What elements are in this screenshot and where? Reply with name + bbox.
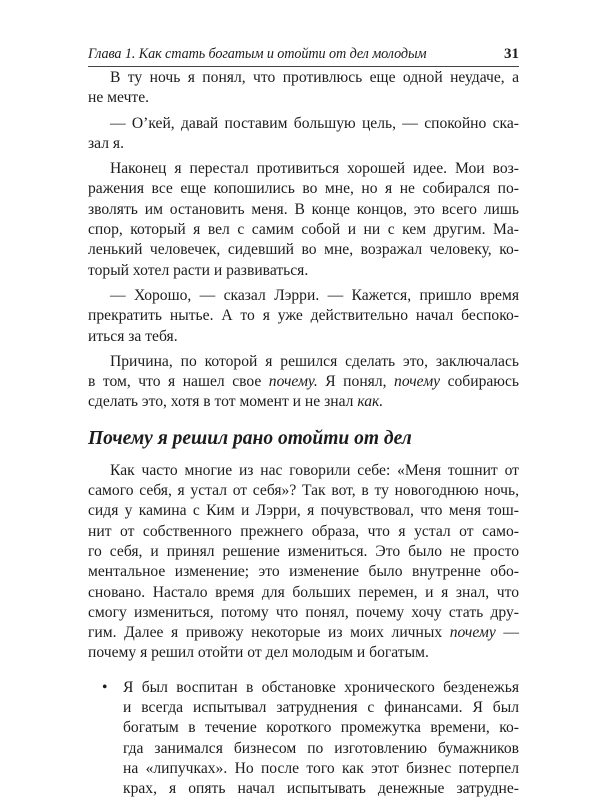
text-line: самого себя, я устал от себя»? Так вот, в ту новогоднюю ночь, <box>88 482 519 500</box>
paragraph-1 <box>88 68 519 109</box>
bullet-marker: • <box>102 678 108 696</box>
text-line: и всегда испытывал затруднения с финансами. Я был <box>123 699 519 717</box>
text-line: зал я. <box>88 134 124 152</box>
paragraph-5 <box>88 352 519 413</box>
text-line: зволять им остановить меня. В конце концов, это всего лишь <box>88 200 519 218</box>
text-line: Я был воспитан в обстановке хронического безденежья <box>123 678 519 696</box>
emphasis: почему <box>394 373 441 391</box>
section-heading: Почему я решил рано отойти от дел <box>88 427 412 449</box>
paragraph-6 <box>88 461 519 664</box>
text-line: прекратить нытье. А то я уже действительно начал беспоко- <box>88 307 519 325</box>
text-line: Причина, по которой я решился сделать это, заключалась <box>110 352 519 370</box>
text-line: — Хорошо, — сказал Лэрри. — Кажется, пришло время <box>110 286 519 304</box>
text-line: в том, что я нашел свое почему. Я понял, почему собираюсь <box>88 373 519 391</box>
text-line: иться за тебя. <box>88 327 178 345</box>
text-line: смогу измениться, потому что понял, почему хочу стать дру- <box>88 603 519 621</box>
text-line: Наконец я перестал противиться хорошей идее. Мои воз- <box>110 160 519 178</box>
text-line: крах, я опять начал испытывать денежные затрудне- <box>123 780 519 798</box>
emphasis: почему. <box>268 373 318 391</box>
text-line: торый хотел расти и развиваться. <box>88 261 309 279</box>
text-line: гим. Далее я привожу некоторые из моих личных почему — <box>88 624 519 642</box>
running-header <box>88 46 519 67</box>
text-line: ментальное изменение; это изменение было внутренне обо- <box>88 563 519 581</box>
paragraph-3 <box>88 159 519 281</box>
paragraph-2 <box>88 114 519 155</box>
text-line: сновано. Настало время для больших перемен, и я знал, что <box>88 583 519 601</box>
page-body <box>88 68 519 800</box>
text-line: почему я решил отойти от дел молодым и богатым. <box>88 644 429 662</box>
text-line: — О’кей, давай поставим большую цель, — спокойно ска- <box>110 114 519 132</box>
text-line: нит от собственного прежнего образа, что я устал от само- <box>88 522 519 540</box>
text-line: на «липучках». Но после того как этот бизнес потерпел <box>123 759 519 777</box>
chapter-title: Глава 1. Как стать богатым и отойти от дел молодым <box>88 46 427 62</box>
paragraph-4 <box>88 286 519 347</box>
page-number: 31 <box>504 46 519 62</box>
text-line: богатым в течение короткого промежутка времени, ко- <box>123 719 519 737</box>
emphasis: почему <box>449 624 496 642</box>
bullet-item <box>88 678 519 800</box>
text-line: го себя, и принял решение измениться. Это было не просто <box>88 542 519 560</box>
text-line: В ту ночь я понял, что противлюсь еще одной неудаче, а <box>110 69 519 86</box>
text-line: не мечте. <box>88 89 150 107</box>
text-line: спор, который я вел с самим собой и ни с кем другим. Ма- <box>88 221 519 239</box>
text-line: Как часто многие из нас говорили себе: «Меня тошнит от <box>110 461 519 479</box>
text-line: ражения все еще копошились во мне, но я не собирался по- <box>88 180 519 198</box>
emphasis: как. <box>357 393 384 411</box>
text-line: сделать это, хотя в тот момент и не знал как. <box>88 393 384 411</box>
text-line: сидя у камина с Ким и Лэрри, я почувствовал, что меня тош- <box>88 502 519 520</box>
text-line: ленький человечек, сидевший во мне, возражал человеку, ко- <box>88 241 519 259</box>
text-line: гда занимался бизнесом по изготовлению бумажников <box>123 739 519 757</box>
